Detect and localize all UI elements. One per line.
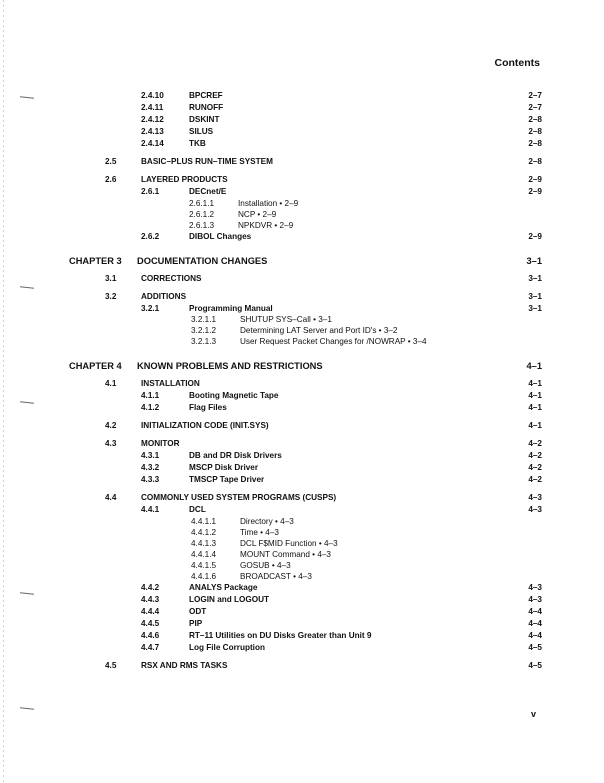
toc-entry[interactable] (0, 402, 604, 414)
toc-entry[interactable] (0, 504, 604, 516)
toc-entry-page: 4–2 (528, 475, 542, 484)
toc-entry[interactable] (0, 90, 604, 102)
toc-entry[interactable] (0, 474, 604, 486)
toc-chapter-page: 3–1 (526, 256, 542, 266)
toc-entry-page: 3–1 (528, 304, 542, 313)
toc-chapter-number: CHAPTER 3 (69, 256, 122, 266)
toc-entry[interactable] (0, 660, 604, 672)
toc-chapter-title: DOCUMENTATION CHANGES (137, 256, 268, 266)
toc-entry[interactable] (0, 156, 604, 168)
toc-entry-title: DECnet/E (189, 187, 227, 196)
toc-chapter-title: KNOWN PROBLEMS AND RESTRICTIONS (137, 361, 323, 371)
toc-entry-title: INITIALIZATION CODE (INIT.SYS) (141, 421, 269, 430)
toc-entry-page: 4–1 (528, 391, 542, 400)
page-header-contents: Contents (494, 57, 540, 69)
toc-entry[interactable] (0, 420, 604, 432)
toc-entry-title: Booting Magnetic Tape (189, 391, 279, 400)
margin-mark (20, 707, 34, 709)
toc-entry[interactable] (0, 642, 604, 654)
toc-entry-number: 4.5 (105, 661, 117, 670)
toc-entry-number: 4.4 (105, 493, 117, 502)
toc-entry[interactable] (0, 378, 604, 390)
toc-entry-number: 2.4.11 (141, 103, 164, 112)
toc-entry-title: COMMONLY USED SYSTEM PROGRAMS (CUSPS) (141, 493, 337, 502)
toc-entry-page: 4–3 (528, 493, 542, 502)
toc-entry-number: 4.2 (105, 421, 117, 430)
toc-entry-number: 2.4.14 (141, 139, 164, 148)
toc-entry-title: MONITOR (141, 439, 180, 448)
toc-entry-title: Programming Manual (189, 304, 273, 313)
toc-entry-title: LOGIN and LOGOUT (189, 595, 270, 604)
toc-chapter[interactable] (0, 255, 604, 267)
toc-entry-title: ANALYS Package (189, 583, 258, 592)
toc-entry-title: DCL (189, 505, 206, 514)
toc-entry-page: 4–5 (528, 643, 542, 652)
toc-entry-page: 2–8 (528, 115, 542, 124)
toc-entry-title: BROADCAST • 4–3 (240, 572, 312, 581)
toc-entry-page: 2–7 (528, 103, 542, 112)
toc-entry-page: 4–3 (528, 583, 542, 592)
toc-entry-title: ADDITIONS (141, 292, 187, 301)
toc-entry-title: BASIC–PLUS RUN–TIME SYSTEM (141, 157, 273, 166)
toc-entry-title: SHUTUP SYS–Call • 3–1 (240, 315, 332, 324)
toc-entry-title: TMSCP Tape Driver (189, 475, 265, 484)
toc-entry-page: 3–1 (528, 292, 542, 301)
toc-entry-number: 4.1.1 (141, 391, 160, 400)
toc-entry-title: NCP • 2–9 (238, 210, 277, 219)
toc-entry-page: 4–2 (528, 451, 542, 460)
toc-entry-number: 4.4.4 (141, 607, 160, 616)
toc-chapter-page: 4–1 (526, 361, 542, 371)
toc-entry-number: 2.6.1 (141, 187, 160, 196)
toc-entry-number: 2.4.10 (141, 91, 164, 100)
toc-entry-number: 4.4.1.5 (191, 561, 217, 570)
toc-entry-title: Determining LAT Server and Port ID's • 3–2 (240, 326, 398, 335)
toc-entry-number: 4.1.2 (141, 403, 160, 412)
toc-entry-page: 4–5 (528, 661, 542, 670)
toc-entry-page: 4–2 (528, 439, 542, 448)
toc-entry-title: GOSUB • 4–3 (240, 561, 291, 570)
toc-entry-page: 4–3 (528, 595, 542, 604)
toc-entry-number: 4.3.2 (141, 463, 160, 472)
toc-entry-number: 4.4.1.1 (191, 517, 217, 526)
page-number: v (530, 709, 536, 719)
toc-entry-number: 2.6.1.1 (189, 199, 215, 208)
toc-entry-title: DB and DR Disk Drivers (189, 451, 282, 460)
toc-entry-title: CORRECTIONS (141, 274, 202, 283)
toc-entry-title: RUNOFF (189, 103, 224, 112)
toc-chapter-number: CHAPTER 4 (69, 361, 122, 371)
toc-entry-number: 2.6.1.2 (189, 210, 215, 219)
toc-entry-page: 2–9 (528, 187, 542, 196)
toc-entry[interactable] (0, 630, 604, 642)
toc-entry-page: 4–3 (528, 505, 542, 514)
toc-entry-page: 4–4 (528, 619, 542, 628)
toc-entry-number: 2.5 (105, 157, 117, 166)
toc-entry-number: 2.4.12 (141, 115, 164, 124)
toc-entry-number: 4.4.7 (141, 643, 160, 652)
toc-entry-number: 4.4.1 (141, 505, 160, 514)
toc-entry-number: 2.6 (105, 175, 117, 184)
toc-entry-title: BPCREF (189, 91, 223, 100)
toc-entry-title: Directory • 4–3 (240, 517, 294, 526)
toc-chapter[interactable] (0, 360, 604, 372)
toc-entry[interactable] (0, 231, 604, 243)
toc-entry-page: 4–4 (528, 631, 542, 640)
toc-entry[interactable] (0, 606, 604, 618)
toc-entry-page: 2–9 (528, 175, 542, 184)
toc-entry[interactable] (0, 462, 604, 474)
toc-entry-title: MOUNT Command • 4–3 (240, 550, 331, 559)
toc-entry-page: 2–8 (528, 139, 542, 148)
toc-entry[interactable] (0, 492, 604, 504)
toc-entry[interactable] (0, 438, 604, 450)
toc-entry-title: RSX AND RMS TASKS (141, 661, 228, 670)
toc-entry[interactable] (0, 594, 604, 606)
toc-entry[interactable] (0, 102, 604, 114)
toc-entry-page: 4–1 (528, 403, 542, 412)
toc-entry-page: 2–9 (528, 232, 542, 241)
toc-entry-number: 3.2.1 (141, 304, 160, 313)
toc-entry[interactable] (0, 618, 604, 630)
toc-entry-number: 3.2.1.2 (191, 326, 217, 335)
toc-entry-title: RT–11 Utilities on DU Disks Greater than Unit 9 (189, 631, 372, 640)
toc-entry-number: 4.4.1.6 (191, 572, 217, 581)
toc-entry-title: Time • 4–3 (240, 528, 279, 537)
toc-entry[interactable] (0, 390, 604, 402)
margin-mark (20, 286, 34, 288)
toc-entry-title: Flag Files (189, 403, 227, 412)
toc-entry[interactable] (0, 114, 604, 126)
toc-entry-title: DIBOL Changes (189, 232, 252, 241)
toc-entry[interactable] (0, 450, 604, 462)
toc-entry-page: 4–1 (528, 421, 542, 430)
toc-entry-page: 2–8 (528, 157, 542, 166)
toc-entry-page: 4–2 (528, 463, 542, 472)
toc-entry[interactable] (0, 291, 604, 303)
toc-entry-number: 3.2.1.1 (191, 315, 217, 324)
toc-entry[interactable] (0, 126, 604, 138)
toc-entry-number: 4.4.6 (141, 631, 160, 640)
toc-entry-title: ODT (189, 607, 207, 616)
toc-entry[interactable] (0, 582, 604, 594)
toc-entry[interactable] (0, 336, 604, 348)
toc-entry-number: 4.3.3 (141, 475, 160, 484)
toc-entry-number: 4.4.1.2 (191, 528, 217, 537)
toc-entry-number: 4.4.1.3 (191, 539, 217, 548)
toc-entry-title: DSKINT (189, 115, 220, 124)
toc-entry-number: 4.4.3 (141, 595, 160, 604)
toc-entry-number: 3.1 (105, 274, 117, 283)
toc-entry-number: 2.6.1.3 (189, 221, 215, 230)
toc-entry-number: 4.4.1.4 (191, 550, 217, 559)
toc-entry-page: 2–7 (528, 91, 542, 100)
toc-entry-page: 4–1 (528, 379, 542, 388)
toc-entry-page: 3–1 (528, 274, 542, 283)
toc-entry-title: DCL F$MID Function • 4–3 (240, 539, 338, 548)
toc-entry-number: 4.1 (105, 379, 117, 388)
toc-entry-number: 2.6.2 (141, 232, 160, 241)
toc-entry-title: TKB (189, 139, 206, 148)
toc-entry-number: 4.3 (105, 439, 117, 448)
toc-entry-page: 2–8 (528, 127, 542, 136)
toc-entry-number: 2.4.13 (141, 127, 164, 136)
toc-entry-number: 3.2.1.3 (191, 337, 217, 346)
toc-entry-number: 4.4.5 (141, 619, 160, 628)
toc-entry-title: Log File Corruption (189, 643, 265, 652)
toc-entry-title: INSTALLATION (141, 379, 200, 388)
toc-entry-title: SILUS (189, 127, 214, 136)
toc-entry-title: PIP (189, 619, 203, 628)
toc-entry-title: MSCP Disk Driver (189, 463, 259, 472)
toc-entry-title: Installation • 2–9 (238, 199, 299, 208)
toc-entry-page: 4–4 (528, 607, 542, 616)
toc-entry-number: 4.4.2 (141, 583, 160, 592)
toc-entry-number: 4.3.1 (141, 451, 160, 460)
toc-entry-title: User Request Packet Changes for /NOWRAP • 3–4 (240, 337, 427, 346)
toc-entry-title: NPKDVR • 2–9 (238, 221, 294, 230)
toc-entry-title: LAYERED PRODUCTS (141, 175, 228, 184)
toc-entry[interactable] (0, 273, 604, 285)
toc-entry[interactable] (0, 138, 604, 150)
toc-entry[interactable] (0, 174, 604, 186)
toc-entry[interactable] (0, 186, 604, 198)
toc-entry-number: 3.2 (105, 292, 117, 301)
